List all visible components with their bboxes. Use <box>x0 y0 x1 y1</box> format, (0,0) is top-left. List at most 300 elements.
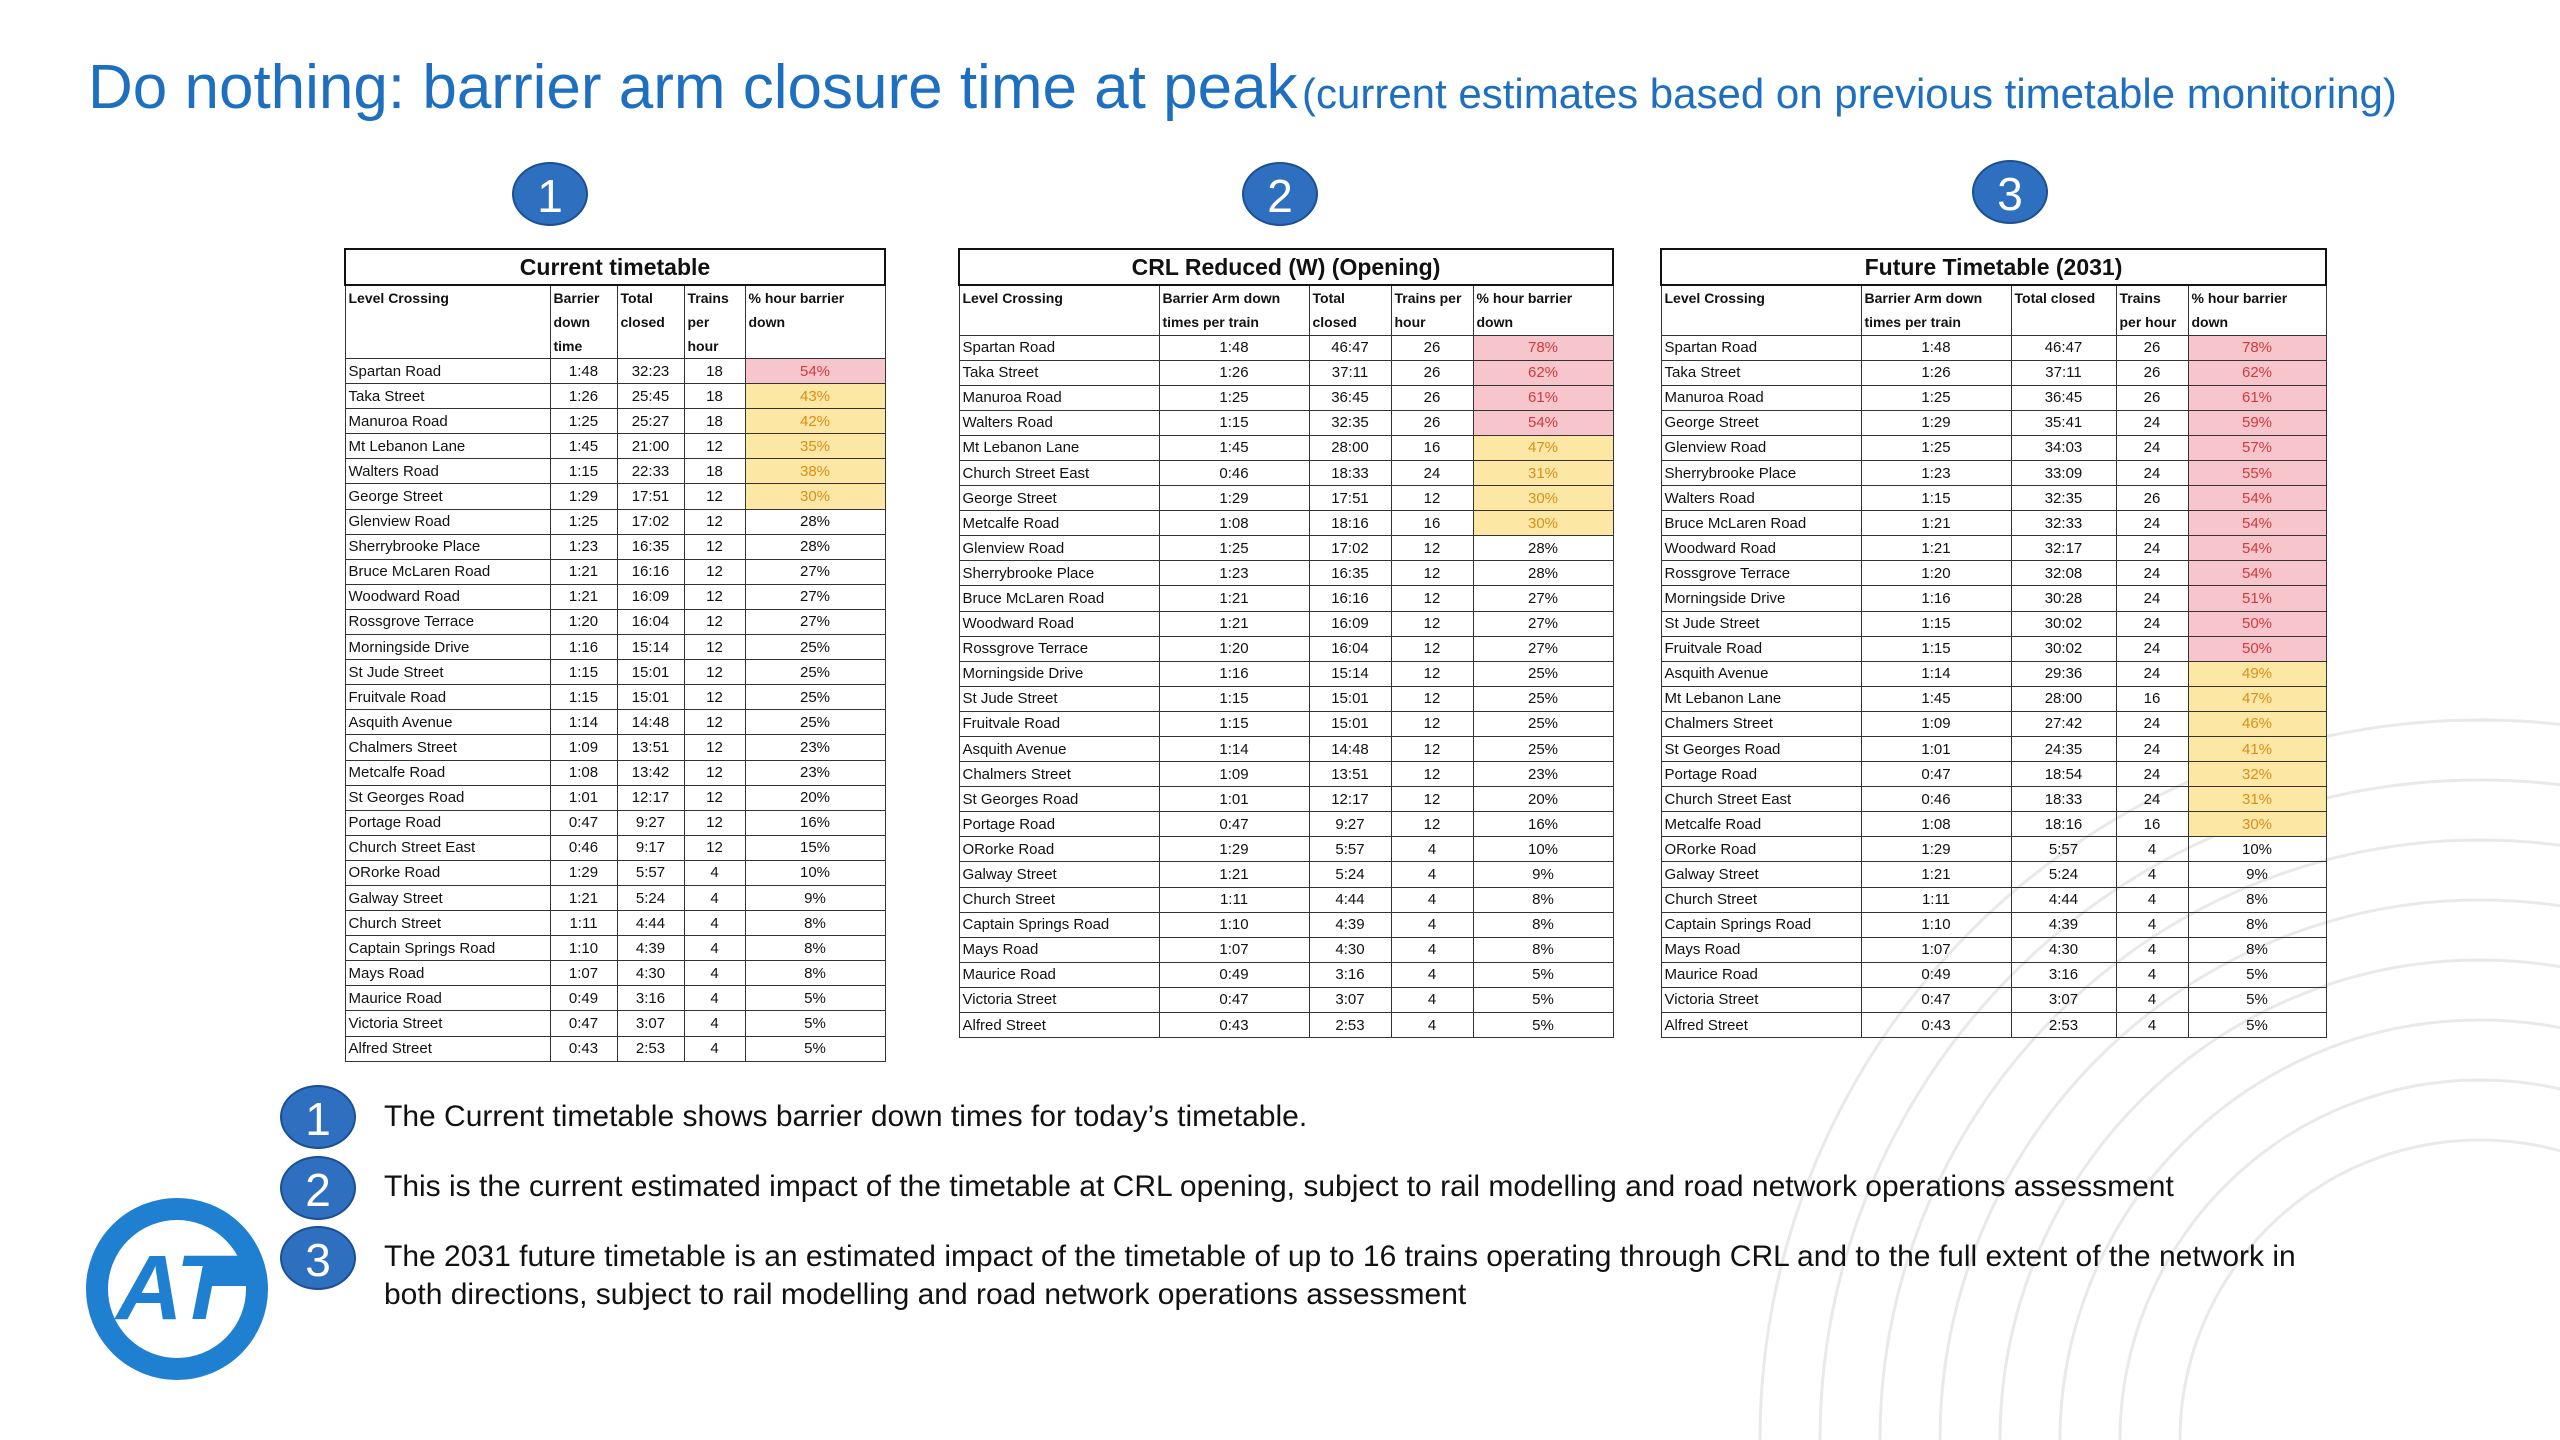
down-time-cell: 1:21 <box>1861 862 2011 887</box>
trains-per-hour-cell: 16 <box>2116 686 2188 711</box>
percent-down-cell: 25% <box>1473 686 1613 711</box>
table-row <box>1661 360 2326 385</box>
table-row <box>959 636 1613 661</box>
percent-down-cell: 57% <box>2188 435 2326 460</box>
crossing-name-cell: Chalmers Street <box>345 735 550 760</box>
marker-1: 1 <box>512 162 588 226</box>
table-row <box>1661 737 2326 762</box>
trains-per-hour-cell: 16 <box>2116 812 2188 837</box>
percent-down-cell: 59% <box>2188 410 2326 435</box>
trains-per-hour-cell: 4 <box>2116 862 2188 887</box>
table-row <box>345 584 885 609</box>
down-time-cell: 1:11 <box>1159 887 1309 912</box>
down-time-cell: 0:47 <box>1159 987 1309 1012</box>
total-closed-cell: 9:17 <box>617 835 684 860</box>
crossing-name-cell: Sherrybrooke Place <box>345 534 550 559</box>
percent-down-cell: 54% <box>2188 486 2326 511</box>
total-closed-cell: 4:44 <box>617 911 684 936</box>
trains-per-hour-cell: 12 <box>684 835 745 860</box>
total-closed-cell: 3:07 <box>617 1011 684 1036</box>
trains-per-hour-cell: 24 <box>2116 511 2188 536</box>
crossing-name-cell: Walters Road <box>345 459 550 484</box>
down-time-cell: 1:25 <box>1861 435 2011 460</box>
percent-down-cell: 23% <box>1473 762 1613 787</box>
down-time-cell: 0:47 <box>1861 987 2011 1012</box>
down-time-cell: 1:07 <box>1159 937 1309 962</box>
crossing-name-cell: Taka Street <box>959 360 1159 385</box>
down-time-cell: 1:21 <box>1159 611 1309 636</box>
percent-down-cell: 54% <box>1473 410 1613 435</box>
trains-per-hour-cell: 12 <box>1391 661 1473 686</box>
table-row <box>959 962 1613 987</box>
table-row <box>1661 912 2326 937</box>
crossing-name-cell: Maurice Road <box>1661 962 1861 987</box>
trains-per-hour-cell: 4 <box>684 936 745 961</box>
crossing-name-cell: Sherrybrooke Place <box>959 561 1159 586</box>
down-time-cell: 0:49 <box>550 986 617 1011</box>
down-time-cell: 1:20 <box>1861 561 2011 586</box>
down-time-cell: 1:21 <box>550 559 617 584</box>
crossing-name-cell: St Jude Street <box>959 686 1159 711</box>
down-time-cell: 1:15 <box>550 660 617 685</box>
table-row <box>959 460 1613 485</box>
percent-down-cell: 25% <box>1473 711 1613 736</box>
note-3: The 2031 future timetable is an estimated impact of the timetable of up to 16 trains operating through CRL and to the full extent of the network in both directions, subject to rail modelling and road network operations assessment <box>384 1240 2296 1311</box>
trains-per-hour-cell: 24 <box>2116 410 2188 435</box>
trains-per-hour-cell: 24 <box>2116 586 2188 611</box>
crossing-name-cell: Walters Road <box>959 410 1159 435</box>
crossing-name-cell: ORorke Road <box>345 860 550 885</box>
crossing-name-cell: St Georges Road <box>345 785 550 810</box>
table-row <box>345 835 885 860</box>
crossing-name-cell: Alfred Street <box>1661 1013 1861 1038</box>
table-row <box>1661 561 2326 586</box>
crossing-name-cell: Fruitvale Road <box>345 685 550 710</box>
trains-per-hour-cell: 26 <box>1391 335 1473 360</box>
trains-per-hour-cell: 4 <box>1391 1013 1473 1038</box>
table-row <box>345 660 885 685</box>
trains-per-hour-cell: 12 <box>1391 787 1473 812</box>
total-closed-cell: 24:35 <box>2011 737 2116 762</box>
crossing-name-cell: Captain Springs Road <box>959 912 1159 937</box>
table-row <box>345 936 885 961</box>
trains-per-hour-cell: 4 <box>684 961 745 986</box>
total-closed-cell: 25:45 <box>617 384 684 409</box>
percent-down-cell: 8% <box>745 961 885 986</box>
trains-per-hour-cell: 12 <box>1391 711 1473 736</box>
percent-down-cell: 78% <box>1473 335 1613 360</box>
total-closed-cell: 9:27 <box>1309 812 1391 837</box>
total-closed-cell: 4:39 <box>617 936 684 961</box>
total-closed-cell: 2:53 <box>1309 1013 1391 1038</box>
table-row <box>345 459 885 484</box>
trains-per-hour-cell: 4 <box>1391 887 1473 912</box>
trains-per-hour-cell: 4 <box>2116 987 2188 1012</box>
total-closed-cell: 16:09 <box>617 584 684 609</box>
trains-per-hour-cell: 26 <box>1391 385 1473 410</box>
table-row <box>345 509 885 534</box>
crossing-name-cell: Bruce McLaren Road <box>345 559 550 584</box>
total-closed-cell: 14:48 <box>617 710 684 735</box>
percent-down-cell: 10% <box>1473 837 1613 862</box>
percent-down-cell: 38% <box>745 459 885 484</box>
trains-per-hour-cell: 18 <box>684 409 745 434</box>
trains-per-hour-cell: 24 <box>2116 636 2188 661</box>
percent-down-cell: 30% <box>745 484 885 509</box>
crossing-name-cell: Manuroa Road <box>1661 385 1861 410</box>
percent-down-cell: 27% <box>745 584 885 609</box>
percent-down-cell: 5% <box>1473 987 1613 1012</box>
down-time-cell: 1:25 <box>1159 536 1309 561</box>
trains-per-hour-cell: 24 <box>2116 711 2188 736</box>
total-closed-cell: 15:01 <box>617 660 684 685</box>
down-time-cell: 0:43 <box>550 1036 617 1061</box>
crossing-name-cell: Asquith Avenue <box>345 710 550 735</box>
crossing-name-cell: Morningside Drive <box>1661 586 1861 611</box>
down-time-cell: 1:16 <box>550 635 617 660</box>
percent-down-cell: 28% <box>1473 536 1613 561</box>
trains-per-hour-cell: 4 <box>1391 962 1473 987</box>
trains-per-hour-cell: 12 <box>684 760 745 785</box>
table-row <box>959 1013 1613 1038</box>
percent-down-cell: 16% <box>1473 812 1613 837</box>
table-row <box>959 862 1613 887</box>
crossing-name-cell: Sherrybrooke Place <box>1661 460 1861 485</box>
crossing-name-cell: ORorke Road <box>1661 837 1861 862</box>
table-row <box>1661 812 2326 837</box>
crossing-name-cell: Mays Road <box>1661 937 1861 962</box>
total-closed-cell: 15:01 <box>1309 711 1391 736</box>
down-time-cell: 1:23 <box>550 534 617 559</box>
table-row <box>959 987 1613 1012</box>
total-closed-cell: 4:39 <box>2011 912 2116 937</box>
total-closed-cell: 5:24 <box>2011 862 2116 887</box>
trains-per-hour-cell: 4 <box>2116 837 2188 862</box>
down-time-cell: 1:48 <box>1159 335 1309 360</box>
total-closed-cell: 5:57 <box>1309 837 1391 862</box>
table-row <box>345 986 885 1011</box>
trains-per-hour-cell: 12 <box>684 434 745 459</box>
percent-down-cell: 5% <box>745 1011 885 1036</box>
percent-down-cell: 25% <box>1473 737 1613 762</box>
down-time-cell: 1:48 <box>1861 335 2011 360</box>
crossing-name-cell: Manuroa Road <box>959 385 1159 410</box>
table-row <box>959 511 1613 536</box>
crossing-name-cell: Asquith Avenue <box>959 737 1159 762</box>
down-time-cell: 1:15 <box>1159 410 1309 435</box>
trains-per-hour-cell: 4 <box>2116 1013 2188 1038</box>
percent-down-cell: 35% <box>745 434 885 459</box>
trains-per-hour-cell: 26 <box>2116 335 2188 360</box>
percent-down-cell: 5% <box>1473 1013 1613 1038</box>
down-time-cell: 0:43 <box>1861 1013 2011 1038</box>
down-time-cell: 0:47 <box>1159 812 1309 837</box>
total-closed-cell: 5:24 <box>617 885 684 910</box>
crossing-name-cell: Spartan Road <box>345 359 550 384</box>
percent-down-cell: 43% <box>745 384 885 409</box>
note-marker-3: 3 <box>280 1226 356 1290</box>
column-header: Total closed <box>2011 285 2116 335</box>
percent-down-cell: 49% <box>2188 661 2326 686</box>
percent-down-cell: 20% <box>1473 787 1613 812</box>
crossing-name-cell: Mays Road <box>959 937 1159 962</box>
crossing-name-cell: Victoria Street <box>959 987 1159 1012</box>
total-closed-cell: 12:17 <box>1309 787 1391 812</box>
table-row <box>959 536 1613 561</box>
crossing-name-cell: Rossgrove Terrace <box>1661 561 1861 586</box>
total-closed-cell: 17:02 <box>1309 536 1391 561</box>
percent-down-cell: 10% <box>2188 837 2326 862</box>
total-closed-cell: 32:33 <box>2011 511 2116 536</box>
table-row <box>345 860 885 885</box>
table-row <box>1661 862 2326 887</box>
total-closed-cell: 25:27 <box>617 409 684 434</box>
crossing-name-cell: Alfred Street <box>345 1036 550 1061</box>
table-row <box>959 385 1613 410</box>
crossing-name-cell: Metcalfe Road <box>1661 812 1861 837</box>
note-marker-2: 2 <box>280 1156 356 1220</box>
table-row <box>1661 435 2326 460</box>
total-closed-cell: 46:47 <box>2011 335 2116 360</box>
column-header: % hour barrier down <box>745 285 885 359</box>
crossing-name-cell: Captain Springs Road <box>345 936 550 961</box>
trains-per-hour-cell: 12 <box>684 534 745 559</box>
trains-per-hour-cell: 24 <box>2116 561 2188 586</box>
crossing-name-cell: Galway Street <box>345 885 550 910</box>
crossing-name-cell: George Street <box>345 484 550 509</box>
trains-per-hour-cell: 18 <box>684 459 745 484</box>
table-row <box>345 384 885 409</box>
table-row <box>1661 460 2326 485</box>
table-row <box>345 635 885 660</box>
marker-2: 2 <box>1242 162 1318 226</box>
trains-per-hour-cell: 12 <box>684 810 745 835</box>
percent-down-cell: 28% <box>745 534 885 559</box>
percent-down-cell: 23% <box>745 735 885 760</box>
table-row <box>1661 762 2326 787</box>
trains-per-hour-cell: 24 <box>2116 536 2188 561</box>
total-closed-cell: 34:03 <box>2011 435 2116 460</box>
table-row <box>1661 787 2326 812</box>
table-row <box>1661 962 2326 987</box>
down-time-cell: 1:29 <box>1861 837 2011 862</box>
total-closed-cell: 21:00 <box>617 434 684 459</box>
table-row <box>345 810 885 835</box>
column-header: % hour barrier down <box>1473 285 1613 335</box>
trains-per-hour-cell: 4 <box>684 1036 745 1061</box>
down-time-cell: 1:45 <box>1159 435 1309 460</box>
down-time-cell: 1:08 <box>1861 812 2011 837</box>
down-time-cell: 1:25 <box>1159 385 1309 410</box>
percent-down-cell: 27% <box>1473 611 1613 636</box>
trains-per-hour-cell: 12 <box>1391 536 1473 561</box>
column-header: Level Crossing <box>345 285 550 359</box>
percent-down-cell: 8% <box>1473 937 1613 962</box>
total-closed-cell: 28:00 <box>2011 686 2116 711</box>
total-closed-cell: 30:02 <box>2011 611 2116 636</box>
trains-per-hour-cell: 4 <box>1391 912 1473 937</box>
trains-per-hour-cell: 4 <box>2116 937 2188 962</box>
percent-down-cell: 61% <box>2188 385 2326 410</box>
trains-per-hour-cell: 12 <box>684 509 745 534</box>
table-row <box>1661 837 2326 862</box>
total-closed-cell: 32:35 <box>1309 410 1391 435</box>
percent-down-cell: 31% <box>1473 460 1613 485</box>
percent-down-cell: 27% <box>1473 586 1613 611</box>
table-row <box>959 611 1613 636</box>
down-time-cell: 1:09 <box>1159 762 1309 787</box>
down-time-cell: 1:25 <box>1861 385 2011 410</box>
table-row <box>345 534 885 559</box>
total-closed-cell: 32:08 <box>2011 561 2116 586</box>
down-time-cell: 1:21 <box>1159 862 1309 887</box>
total-closed-cell: 22:33 <box>617 459 684 484</box>
total-closed-cell: 18:16 <box>2011 812 2116 837</box>
percent-down-cell: 50% <box>2188 611 2326 636</box>
percent-down-cell: 28% <box>1473 561 1613 586</box>
crossing-name-cell: Mt Lebanon Lane <box>1661 686 1861 711</box>
page-title <box>88 52 2397 123</box>
table-row <box>345 961 885 986</box>
percent-down-cell: 5% <box>2188 962 2326 987</box>
total-closed-cell: 33:09 <box>2011 460 2116 485</box>
crossing-name-cell: Captain Springs Road <box>1661 912 1861 937</box>
down-time-cell: 1:07 <box>550 961 617 986</box>
crossing-name-cell: Manuroa Road <box>345 409 550 434</box>
percent-down-cell: 32% <box>2188 762 2326 787</box>
total-closed-cell: 3:16 <box>2011 962 2116 987</box>
total-closed-cell: 18:33 <box>1309 460 1391 485</box>
down-time-cell: 1:15 <box>1861 636 2011 661</box>
down-time-cell: 0:49 <box>1861 962 2011 987</box>
trains-per-hour-cell: 26 <box>1391 360 1473 385</box>
total-closed-cell: 32:35 <box>2011 486 2116 511</box>
down-time-cell: 1:23 <box>1159 561 1309 586</box>
trains-per-hour-cell: 12 <box>1391 611 1473 636</box>
down-time-cell: 0:47 <box>1861 762 2011 787</box>
crossing-name-cell: Metcalfe Road <box>345 760 550 785</box>
total-closed-cell: 5:24 <box>1309 862 1391 887</box>
trains-per-hour-cell: 12 <box>1391 561 1473 586</box>
down-time-cell: 1:45 <box>1861 686 2011 711</box>
percent-down-cell: 8% <box>1473 887 1613 912</box>
trains-per-hour-cell: 26 <box>2116 385 2188 410</box>
percent-down-cell: 62% <box>1473 360 1613 385</box>
table-row <box>1661 586 2326 611</box>
crossing-name-cell: Spartan Road <box>1661 335 1861 360</box>
crossing-name-cell: Mays Road <box>345 961 550 986</box>
table-row <box>1661 335 2326 360</box>
down-time-cell: 1:09 <box>1861 711 2011 736</box>
crossing-name-cell: Maurice Road <box>345 986 550 1011</box>
percent-down-cell: 62% <box>2188 360 2326 385</box>
total-closed-cell: 15:01 <box>617 685 684 710</box>
percent-down-cell: 47% <box>2188 686 2326 711</box>
crossing-name-cell: St Georges Road <box>1661 737 1861 762</box>
down-time-cell: 1:29 <box>1861 410 2011 435</box>
table-row <box>959 812 1613 837</box>
crossing-name-cell: Victoria Street <box>1661 987 1861 1012</box>
down-time-cell: 1:14 <box>1159 737 1309 762</box>
table-row <box>959 410 1613 435</box>
trains-per-hour-cell: 12 <box>684 785 745 810</box>
total-closed-cell: 4:30 <box>1309 937 1391 962</box>
percent-down-cell: 23% <box>745 760 885 785</box>
crossing-name-cell: Rossgrove Terrace <box>345 609 550 634</box>
percent-down-cell: 27% <box>745 559 885 584</box>
down-time-cell: 1:29 <box>550 484 617 509</box>
table-row <box>1661 1013 2326 1038</box>
table-row <box>1661 611 2326 636</box>
down-time-cell: 1:10 <box>1159 912 1309 937</box>
crossing-name-cell: Taka Street <box>1661 360 1861 385</box>
table-row <box>1661 887 2326 912</box>
crossing-name-cell: Spartan Road <box>959 335 1159 360</box>
total-closed-cell: 4:44 <box>2011 887 2116 912</box>
down-time-cell: 1:10 <box>550 936 617 961</box>
trains-per-hour-cell: 12 <box>684 660 745 685</box>
table-row <box>1661 410 2326 435</box>
down-time-cell: 1:29 <box>1159 837 1309 862</box>
trains-per-hour-cell: 4 <box>2116 912 2188 937</box>
crossing-name-cell: Fruitvale Road <box>959 711 1159 736</box>
title-main: Do nothing: barrier arm closure time at peak <box>88 53 1298 122</box>
total-closed-cell: 27:42 <box>2011 711 2116 736</box>
crossing-name-cell: Portage Road <box>1661 762 1861 787</box>
crossing-name-cell: Chalmers Street <box>959 762 1159 787</box>
total-closed-cell: 17:51 <box>1309 486 1391 511</box>
crossing-name-cell: Woodward Road <box>959 611 1159 636</box>
table-body <box>1661 335 2326 1038</box>
crossing-name-cell: Asquith Avenue <box>1661 661 1861 686</box>
percent-down-cell: 47% <box>1473 435 1613 460</box>
percent-down-cell: 5% <box>2188 987 2326 1012</box>
table-row <box>959 711 1613 736</box>
crossing-name-cell: Galway Street <box>1661 862 1861 887</box>
table-body <box>959 335 1613 1038</box>
crossing-name-cell: Chalmers Street <box>1661 711 1861 736</box>
total-closed-cell: 18:33 <box>2011 787 2116 812</box>
total-closed-cell: 3:16 <box>617 986 684 1011</box>
table-title: Current timetable <box>345 249 885 285</box>
total-closed-cell: 37:11 <box>1309 360 1391 385</box>
table-row <box>345 685 885 710</box>
table-title: Future Timetable (2031) <box>1661 249 2326 285</box>
crossing-name-cell: Mt Lebanon Lane <box>345 434 550 459</box>
table-row <box>1661 385 2326 410</box>
percent-down-cell: 31% <box>2188 787 2326 812</box>
down-time-cell: 1:26 <box>1861 360 2011 385</box>
table-row <box>345 559 885 584</box>
down-time-cell: 1:45 <box>550 434 617 459</box>
percent-down-cell: 30% <box>2188 812 2326 837</box>
down-time-cell: 1:20 <box>1159 636 1309 661</box>
total-closed-cell: 16:16 <box>1309 586 1391 611</box>
total-closed-cell: 5:57 <box>2011 837 2116 862</box>
trains-per-hour-cell: 4 <box>684 1011 745 1036</box>
column-header: Barrier Arm down times per train <box>1861 285 2011 335</box>
percent-down-cell: 78% <box>2188 335 2326 360</box>
table-body <box>345 359 885 1062</box>
percent-down-cell: 9% <box>2188 862 2326 887</box>
total-closed-cell: 4:30 <box>2011 937 2116 962</box>
total-closed-cell: 4:44 <box>1309 887 1391 912</box>
down-time-cell: 0:47 <box>550 1011 617 1036</box>
total-closed-cell: 17:51 <box>617 484 684 509</box>
table-row <box>1661 636 2326 661</box>
table-row <box>959 837 1613 862</box>
total-closed-cell: 14:48 <box>1309 737 1391 762</box>
